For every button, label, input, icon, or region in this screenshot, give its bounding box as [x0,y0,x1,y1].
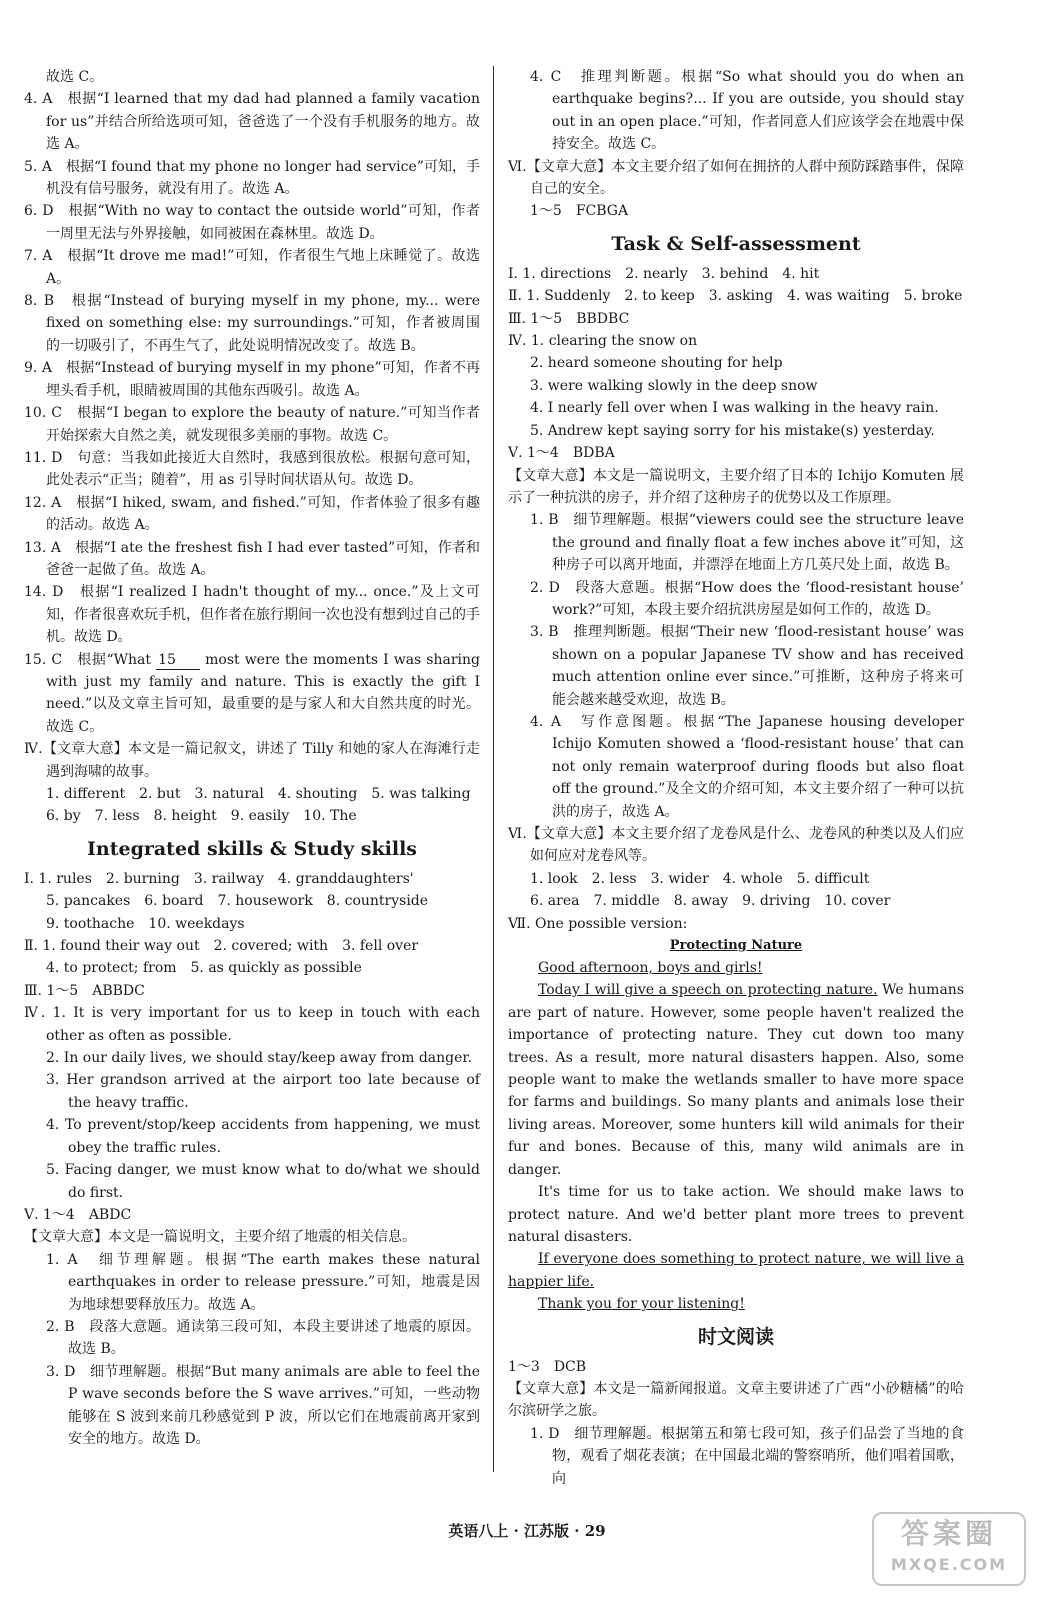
right-answers-1 [508,66,964,223]
answer-line: Ⅵ.【文章大意】本文主要介绍了龙卷风是什么、龙卷风的种类以及人们应如何应对龙卷风等。 [508,826,964,865]
answer-line: 2. In our daily lives, we should stay/keep away from danger. [46,1050,472,1067]
answer-line: Ⅶ. One possible version: [508,915,688,932]
essay-paragraph-3: If everyone does something to protect nature, we will live a happier life. [508,1251,964,1290]
left-answers-1 [24,66,480,649]
essay-p1-underlined: Today I will give a speech on protecting nature. [538,982,878,999]
essay-title: Protecting Nature [669,938,803,954]
section-heading-task-self-assessment: Task & Self-assessment [611,232,861,255]
answer-line: 1. B 细节理解题。根据“viewers could see the structure leave the ground and finally float a few inches above it”可知，这种房子可以离开地面，并漂浮在地面上方几英尺处上面，故选 B。 [530,512,964,574]
answer-line: Ⅲ. 1～5 BBDBC [508,310,630,327]
answer-line: 5. Facing danger, we must know what to do/what we should do first. [46,1162,480,1201]
essay-paragraph-2: It's time for us to take action. We should make laws to protect nature. And we'd better plant more trees to prevent natural disasters. [508,1184,964,1245]
answer-line: 9. A 根据“Instead of burying myself in my phone”可知，作者不再埋头看手机，眼睛被周围的其他东西吸引。故选 A。 [24,360,480,399]
answer-line: Ⅱ. 1. Suddenly 2. to keep 3. asking 4. was waiting 5. broke [508,288,963,305]
essay-thanks: Thank you for your listening! [538,1296,745,1313]
answer-line: 4. to protect; from 5. as quickly as possible [46,960,362,977]
answer-line: Ⅲ. 1～5 ABBDC [24,982,145,999]
answer-line: 6. area 7. middle 8. away 9. driving 10. cover [530,893,891,910]
answer-15-after: most were the moments I was sharing with just my family and nature. This is exactly the gift I need.”以及文章主旨可知，最重要的是与家人和大自然共度的时光。故选 C。 [46,651,480,735]
answer-line: 6. by 7. less 8. height 9. easily 10. The [46,808,357,825]
answer-15 [24,649,480,739]
column-divider [493,66,494,1472]
left-answers-2 [24,738,480,828]
watermark-top: 答案圈 [900,1517,997,1550]
answer-line: 4. C 推理判断题。根据“So what should you do when an earthquake begins?... If you are outside, you should stay out in an open place.”可知，作者同意人们应该学会在地震中保持安全。故选 C。 [530,69,964,153]
right-answers-3 [508,1356,964,1490]
answer-line: 1. look 2. less 3. wider 4. whole 5. difficult [530,870,870,887]
answer-line: Ⅰ. 1. rules 2. burning 3. railway 4. granddaughters' [24,870,414,887]
right-answers-2 [508,263,964,935]
answer-line: 2. heard someone shouting for help [530,355,783,372]
answer-15-blank: 15 [156,651,200,670]
section-heading-integrated-skills: Integrated skills & Study skills [87,837,417,860]
answer-line: 4. A 根据“I learned that my dad had planned a family vacation for us”并结合所给选项可知，爸爸选了一个没有手机服务的地方。故选 A。 [24,91,480,153]
answer-line: 4. I nearly fell over when I was walking in the heavy rain. [530,400,939,417]
answer-line: 13. A 根据“I ate the freshest fish I had ever tasted”可知，作者和爸爸一起做了鱼。故选 A。 [24,539,480,578]
answer-line: 1～3 DCB [508,1358,587,1375]
answer-line: 11. D 句意：当我如此接近大自然时，我感到很放松。根据句意可知，此处表示“正当；随着”，用 as 引导时间状语从句。故选 D。 [24,449,480,489]
answer-line: 1. different 2. but 3. natural 4. shouting 5. was talking [46,786,471,802]
watermark-logo [872,1512,1026,1586]
answer-line: 10. C 根据“I began to explore the beauty of nature.”可知当作者开始探索大自然之美，就发现很多美丽的事物。故选 C。 [24,405,480,444]
answer-line: Ⅳ.【文章大意】本文是一篇记叙文，讲述了 Tilly 和她的家人在海滩行走遇到海啸的故事。 [24,741,480,780]
answer-line: 1. A 细节理解题。根据“The earth makes these natural earthquakes in order to release pressure.”可知，地震是因为地球想要释放压力。故选 A。 [46,1251,480,1313]
answer-line: Ⅵ.【文章大意】本文主要介绍了如何在拥挤的人群中预防踩踏事件，保障自己的安全。 [508,158,964,198]
essay-greeting: Good afternoon, boys and girls! [538,960,763,977]
answer-line: Ⅰ. 1. directions 2. nearly 3. behind 4. hit [508,265,820,282]
answer-line: 3. were walking slowly in the deep snow [530,377,818,394]
right-column [508,66,964,1490]
answer-line: 3. Her grandson arrived at the airport too late because of the heavy traffic. [46,1072,480,1111]
answer-line: 8. B 根据“Instead of burying myself in my phone, my... were fixed on something else: my surroundings.”可知，作者被周围的一切吸引了，不再生气了，此处说明情况改变了。故选 B。 [24,293,480,354]
watermark-bottom: MXQE.COM [890,1555,1008,1574]
answer-line: 6. D 根据“With no way to contact the outside world”可知，作者一周里无法与外界接触，如同被困在森林里。故选 D。 [24,203,480,242]
answer-line: Ⅴ. 1～4 BDBA [508,445,615,462]
answer-line: Ⅳ. 1. clearing the snow on [508,333,698,350]
answer-line: 【文章大意】本文是一篇新闻报道。文章主要讲述了广西“小砂糖橘”的哈尔滨研学之旅。 [508,1380,964,1420]
answer-line: 14. D 根据“I realized I hadn't thought of my... once.”及上文可知，作者很喜欢玩手机，但作者在旅行期间一次也没有想到过自己的手机。故选 D。 [24,584,480,646]
answer-line: 3. B 推理判断题。根据“Their new ‘flood-resistant house’ was shown on a popular Japanese TV show and has received much attention online ever since.”可推断，这种房子将来可能会越来越受欢迎，故选 B。 [530,624,964,708]
answer-line: 5. A 根据“I found that my phone no longer had service”可知，手机没有信号服务，就没有用了。故选 A。 [24,158,480,198]
essay-paragraph-1 [508,979,964,1181]
answer-line: 9. toothache 10. weekdays [46,915,245,932]
answer-line: 4. A 写作意图题。根据“The Japanese housing developer Ichijo Komuten showed a ‘flood-resistant house’ that can not only remain waterproof during floods but also float off the ground.”及全文的介绍可知，本文主要介绍了一种可以抗洪的房子，故选 A。 [530,713,964,820]
answer-line: Ⅴ. 1～4 ABDC [24,1206,132,1223]
answer-line: 【文章大意】本文是一篇说明文，主要介绍了日本的 Ichijo Komuten 展示了一种抗洪的房子，并介绍了这种房子的优势以及工作原理。 [508,467,964,506]
answer-15-before: 15. C 根据“What [24,651,157,668]
left-column [24,66,480,1450]
answer-line: 2. B 段落大意题。通读第三段可知，本段主要讲述了地震的原因。故选 B。 [46,1318,480,1358]
answer-line: 2. D 段落大意题。根据“How does the ‘flood-resistant house’ work?”可知，本段主要介绍抗洪房屋是如何工作的，故选 D。 [530,579,964,618]
answer-line: 【文章大意】本文是一篇说明文，主要介绍了地震的相关信息。 [24,1229,416,1246]
answer-line: 3. D 细节理解题。根据“But many animals are able to feel the P wave seconds before the S wave arrives.”可知，一些动物能够在 S 波到来前几秒感觉到 P 波，所以它们在地震前离开家到安全的地方。故选 D。 [46,1363,480,1447]
answer-line: 5. Andrew kept saying sorry for his mistake(s) yesterday. [530,422,935,439]
section-heading-current-reading: 时文阅读 [697,1325,774,1348]
answer-line: 1. D 细节理解题。根据第五和第七段可知，孩子们品尝了当地的食物，观看了烟花表演；在中国最北端的警察哨所，他们唱着国歌，向 [530,1425,964,1487]
essay-p1-rest: We humans are part of nature. However, some people haven't realized the importance of protecting nature. They cut down too many trees. As a result, more natural disasters happen. Also, some people want to make the wetlands smaller to have more space for farms and buildings. So many plants and animals lose their living areas. Moreover, some hunters kill wild animals for their fur and bones. Because of this, many wild animals are in danger. [508,982,965,1178]
left-answers-3 [24,868,480,1451]
answer-line: 故选 C。 [46,69,104,85]
answer-line: 5. pancakes 6. board 7. housework 8. countryside [46,893,429,910]
answer-line: Ⅳ. 1. It is very important for us to keep in touch with each other as often as possible. [24,1005,480,1044]
answer-line: 12. A 根据“I hiked, swam, and fished.”可知，作者体验了很多有趣的活动。故选 A。 [24,494,480,534]
page-footer: 英语八上 · 江苏版 · 29 [448,1522,606,1540]
answer-line: Ⅱ. 1. found their way out 2. covered; with 3. fell over [24,938,419,955]
answer-line: 1～5 FCBGA [530,203,629,220]
answer-line: 7. A 根据“It drove me mad!”可知，作者很生气地上床睡觉了。故选 A。 [24,248,480,287]
answer-line: 4. To prevent/stop/keep accidents from happening, we must obey the traffic rules. [46,1117,480,1156]
